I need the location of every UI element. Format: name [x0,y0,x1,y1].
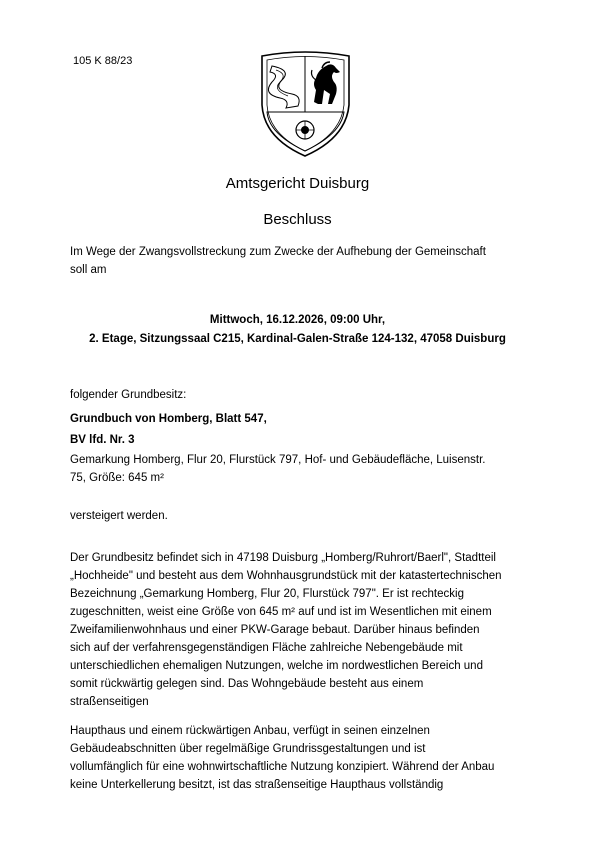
case-number: 105 K 88/23 [73,55,133,67]
description-line: somit rückwärtig gelegen sind. Das Wohngebäude besteht aus einem [70,678,424,690]
description-line: vollumfänglich für eine wohnwirtschaftliche Nutzung konzipiert. Während der Anbau [70,761,495,773]
parcel-line-1: Gemarkung Homberg, Flur 20, Flurstück 797, Hof- und Gebäudefläche, Luisenstr. [70,454,486,466]
description-line: Gebäudeabschnitten über regelmäßige Grundrissgestaltungen und ist [70,743,426,755]
intro-line-1: Im Wege der Zwangsvollstreckung zum Zwecke der Aufhebung der Gemeinschaft [70,246,486,258]
description-line: zugeschnitten, weist eine Größe von 645 m² auf und ist im Wesentlichen mit einem [70,606,492,618]
court-name: Amtsgericht Duisburg [225,175,370,192]
parcel-line-2: 75, Größe: 645 m² [70,472,164,484]
description-line: Bezeichnung „Gemarkung Homberg, Flur 20, Flurstück 797". Er ist rechteckig [70,588,464,600]
description-line: Der Grundbesitz befindet sich in 47198 Duisburg „Homberg/Ruhrort/Baerl", Stadtteil [70,552,496,564]
auction-text: versteigert werden. [70,510,168,522]
description-line: unterschiedlichen ehemaligen Nutzungen, welche im nordwestlichen Bereich und [70,660,483,672]
description-line: „Hochheide" und besteht aus dem Wohnhausgrundstück mit der katastertechnischen [70,570,502,582]
land-register: Grundbuch von Homberg, Blatt 547, [70,413,267,425]
description-line: keine Unterkellerung besitzt, ist das straßenseitige Haupthaus vollständig [70,779,444,791]
property-label: folgender Grundbesitz: [70,389,187,401]
description-line: straßenseitigen [70,696,149,708]
document-title: Beschluss [263,211,332,228]
description-line: sich auf der verfahrensgegenständigen Fläche zahlreiche Nebengebäude mit [70,642,463,654]
coat-of-arms-logo [258,50,353,158]
entry-number: BV lfd. Nr. 3 [70,434,135,446]
intro-line-2: soll am [70,264,107,276]
description-line: Zweifamilienwohnhaus und einer PKW-Garage bebaut. Darüber hinaus befinden [70,624,480,636]
appointment-datetime: Mittwoch, 16.12.2026, 09:00 Uhr, [209,314,386,326]
description-line: Haupthaus und einem rückwärtigen Anbau, verfügt in seinen einzelnen [70,725,430,737]
appointment-location: 2. Etage, Sitzungssaal C215, Kardinal-Galen-Straße 124-132, 47058 Duisburg [89,333,506,345]
